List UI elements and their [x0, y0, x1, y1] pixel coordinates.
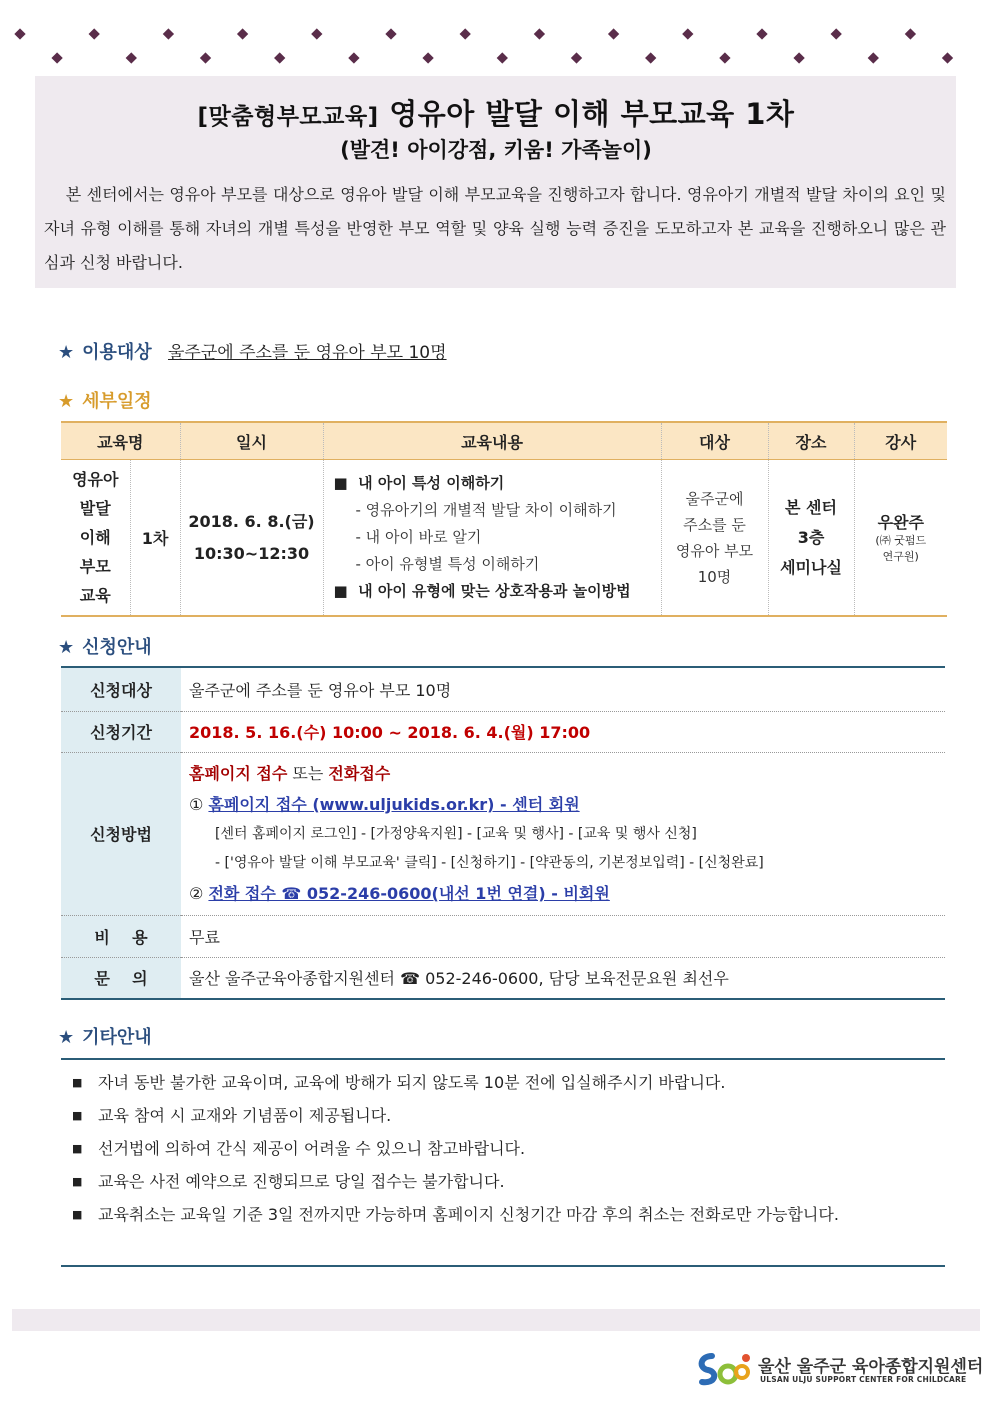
page-subtitle: (발견! 아이강점, 키움! 가족놀이): [340, 138, 652, 162]
apply-target-label: 신청대상: [61, 668, 181, 711]
apply-section-heading: ★ 신청안내: [58, 637, 152, 658]
course-name-cell: 영유아 발달 이해 부모 교육: [61, 460, 130, 617]
star-icon: ★: [58, 637, 75, 658]
center-logo-subtext: ULSAN ULJU SUPPORT CENTER FOR CHILDCARE: [760, 1375, 967, 1384]
apply-method-label: 신청방법: [61, 752, 181, 915]
bullet-square-icon: ■: [72, 1142, 83, 1155]
divider: [61, 1265, 945, 1267]
course-target-cell: 울주군에 주소를 둔 영유아 부모 10명: [661, 460, 768, 617]
schedule-header-target: 대상: [661, 422, 768, 460]
contact-label: 문 의: [61, 957, 181, 999]
schedule-header-date: 일시: [180, 422, 323, 460]
decorative-dot: [756, 28, 767, 39]
list-item: ■ 자녀 동반 불가한 교육이며, 교육에 방해가 되지 않도록 10분 전에 입실해주시기 바랍니다.: [72, 1066, 938, 1099]
schedule-section-heading: ★ 세부일정: [58, 391, 152, 412]
decorative-dot: [571, 52, 582, 63]
schedule-header-content: 교육내용: [323, 422, 661, 460]
homepage-link[interactable]: 홈페이지 접수 (www.uljukids.or.kr) - 센터 회원: [208, 795, 580, 814]
course-teacher-cell: 우완주 (㈜ 굿펌드 연구원): [854, 460, 947, 617]
schedule-header-teacher: 강사: [854, 422, 947, 460]
apply-target-value: 울주군에 주소를 둔 영유아 부모 10명: [189, 680, 452, 700]
course-content-cell: ■ 내 아이 특성 이해하기 - 영유아기의 개별적 발달 차이 이해하기 - 내 아이 바로 알기 - 아이 유형별 특성 이해하기 ■ 내 아이 유형에 맞는 상호작용과 놀이방법: [323, 460, 661, 617]
schedule-header-place: 장소: [768, 422, 854, 460]
bullet-square-icon: ■: [333, 474, 348, 492]
decorative-dot: [534, 28, 545, 39]
etc-list: [72, 1066, 938, 1231]
course-date-cell: 2018. 6. 8.(금) 10:30~12:30: [180, 460, 323, 617]
phone-link[interactable]: 전화 접수 ☎ 052-246-0600(내선 1번 연결) - 비회원: [208, 884, 610, 903]
bullet-square-icon: ■: [333, 582, 348, 600]
decorative-dot: [645, 52, 656, 63]
table-row: [61, 915, 945, 957]
decorative-dot: [497, 52, 508, 63]
etc-section-heading: ★ 기타안내: [58, 1027, 152, 1048]
list-item: ■ 교육은 사전 예약으로 진행되므로 당일 접수는 불가합니다.: [72, 1165, 938, 1198]
bullet-square-icon: ■: [72, 1175, 83, 1188]
decorative-dot: [126, 52, 137, 63]
table-row: [61, 957, 945, 999]
decorative-dot: [905, 28, 916, 39]
center-logo-text: 울산 울주군 육아종합지원센터: [758, 1357, 984, 1377]
fee-label: 비 용: [61, 915, 181, 957]
decorative-dot: [200, 52, 211, 63]
decorative-dot: [274, 52, 285, 63]
target-section-heading: ★ 이용대상 울주군에 주소를 둔 영유아 부모 10명: [58, 342, 447, 363]
page-title: [맞춤형부모교육] 영유아 발달 이해 부모교육 1차: [197, 97, 795, 131]
decorative-dot: [14, 28, 25, 39]
table-row: [61, 668, 945, 711]
decorative-dot: [793, 52, 804, 63]
decorative-dot: [719, 52, 730, 63]
star-icon: ★: [58, 1027, 75, 1048]
intro-paragraph: 본 센터에서는 영유아 부모를 대상으로 영유아 발달 이해 부모교육을 진행하고자 합니다. 영유아기 개별적 발달 차이의 요인 및 자녀 유형 이해를 통해 자녀의 개별 특성을 반영한 부모 역할 및 양육 실행 능력 증진을 도모하고자 본 교육을 진행하오니 많은 관심과 신청 바랍니다.: [44, 185, 947, 272]
bullet-square-icon: ■: [72, 1076, 83, 1089]
target-value: 울주군에 주소를 둔 영유아 부모 10명: [167, 343, 447, 363]
list-item: ■ 교육 참여 시 교재와 기념품이 제공됩니다.: [72, 1099, 938, 1132]
schedule-table: [61, 421, 947, 617]
fee-value: 무료: [189, 927, 220, 947]
table-row: [61, 752, 945, 915]
footer-band: [12, 1309, 980, 1331]
decorative-dot: [942, 52, 953, 63]
decorative-dot: [237, 28, 248, 39]
decorative-dot: [608, 28, 619, 39]
decorative-dot: [831, 28, 842, 39]
decorative-dot: [89, 28, 100, 39]
star-icon: ★: [58, 342, 75, 363]
decorative-dot-border: [14, 26, 978, 66]
bullet-square-icon: ■: [72, 1208, 83, 1221]
course-place-cell: 본 센터 3층 세미나실: [768, 460, 854, 617]
apply-period-label: 신청기간: [61, 711, 181, 752]
bullet-square-icon: ■: [72, 1109, 83, 1122]
decorative-dot: [51, 52, 62, 63]
decorative-dot: [868, 52, 879, 63]
table-row: [61, 460, 947, 617]
apply-table: [61, 668, 945, 1000]
decorative-dot: [460, 28, 471, 39]
contact-value: 울산 울주군육아종합지원센터 ☎ 052-246-0600, 담당 보육전문요원 최선우: [189, 969, 729, 989]
decorative-dot: [311, 28, 322, 39]
list-item: ■ 교육취소는 교육일 기준 3일 전까지만 가능하며 홈페이지 신청기간 마감 후의 취소는 전화로만 가능합니다.: [72, 1198, 938, 1231]
apply-method-value: 홈페이지 접수 또는 전화접수 ① 홈페이지 접수 (www.uljukids.or.kr) - 센터 회원 [센터 홈페이지 로그인] - [가정양육지원] - [교육 및 행사] - [교육 및 행사 신청] - ['영유아 발달 이해 부모교육' 클릭] - [신청하기] - [약관동의, 기본정보입력] - [신청완료] ② 전화 접수 ☎ 052-246-0600(내선 1번 연결) - 비회원: [189, 764, 764, 903]
decorative-dot: [385, 28, 396, 39]
decorative-dot: [163, 28, 174, 39]
decorative-dot: [682, 28, 693, 39]
decorative-dot: [348, 52, 359, 63]
divider: [61, 1058, 945, 1060]
apply-period-value: 2018. 5. 16.(수) 10:00 ~ 2018. 6. 4.(월) 17:00: [189, 723, 591, 742]
star-icon: ★: [58, 391, 75, 412]
list-item: ■ 선거법에 의하여 간식 제공이 어려울 수 있으니 참고바랍니다.: [72, 1132, 938, 1165]
course-round-cell: 1차: [130, 460, 180, 617]
decorative-dot: [422, 52, 433, 63]
table-row: [61, 711, 945, 752]
schedule-header-name: 교육명: [61, 422, 180, 460]
